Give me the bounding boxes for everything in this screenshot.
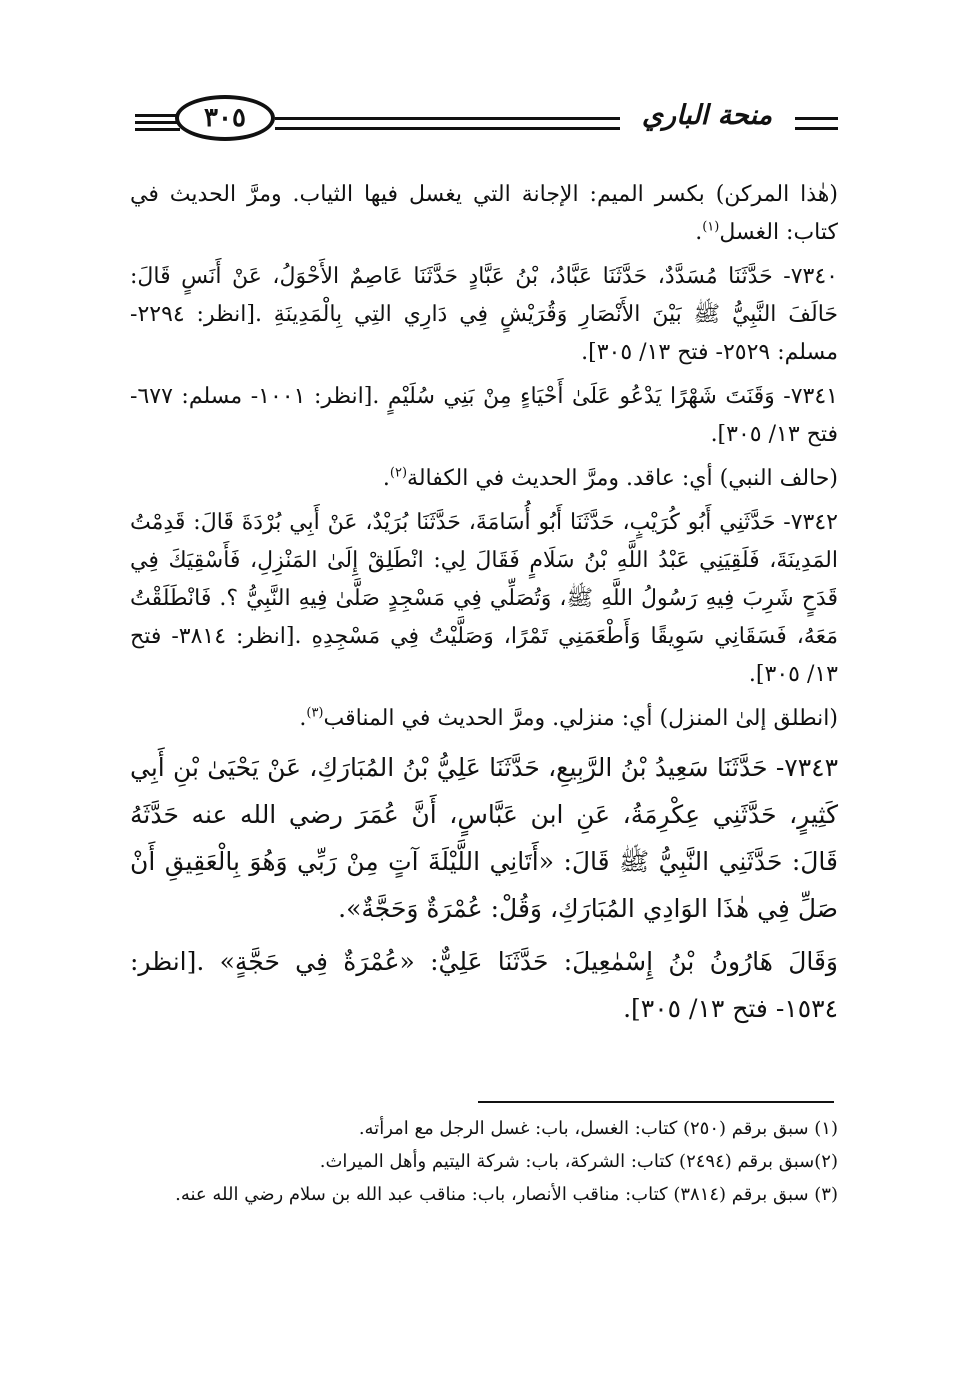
footnote-ref-3: (٣) [306,705,324,721]
header-rule-left-top [135,114,180,117]
main-text [130,176,838,1038]
header-rule-left-bottom [135,128,180,131]
hadith-7341: ٧٣٤١- وَقَنَتَ شَهْرًا يَدْعُو عَلَىٰ أَحْيَاءٍ مِنْ بَنِي سُلَيْمٍ .[انظر: ١٠٠١- مسلم: ٦٧٧- فتح ١٣/ ٣٠٥]. [130,384,838,447]
header-rule-right-bottom [795,127,838,130]
header-rule-middle-bottom [275,127,620,130]
footnote-2: (٢)سبق برقم (٢٤٩٤) كتاب: الشركة، باب: شركة اليتيم وأهل الميراث. [319,1151,838,1172]
footnotes [130,1112,838,1211]
paragraph-intaliq: (انطلق إلىٰ المنزل) أي: منزلي. ومرَّ الحديث في المناقب$^{(٣)}$. [299,705,838,731]
hadith-7340: ٧٣٤٠- حَدَّثَنَا مُسَدَّدٌ، حَدَّثَنَا عَبَّادُ، بْنُ عَبَّادٍ حَدَّثَنَا عَاصِمٌ الأَحْوَلُ، عَنْ أَنَسٍ قَالَ: حَالَفَ النَّبِيُّ ﷺ بَيْنَ الأَنْصَارِ وَقُرَيْشٍ فِي دَارِي التِي بِالْمَدِينَةِ .[انظر: ٢٢٩٤- مسلم: ٢٥٢٩- فتح ١٣/ ٣٠٥]. [130,264,838,365]
footnote-ref-1: (١) [702,219,720,235]
hadith-7343: ٧٣٤٣- حَدَّثَنَا سَعِيدُ بْنُ الرَّبِيعِ، حَدَّثَنَا عَلِيُّ بْنُ المُبَارَكِ، عَنْ يَحْيَىٰ بْنِ أَبِي كَثِيرٍ، حَدَّثَنِي عِكْرِمَةُ، عَنِ ابن عَبَّاسٍ، أَنَّ عُمَرَ رضي الله عنه حَدَّثَهُ قَالَ: حَدَّثَنِي النَّبِيُّ ﷺ قَالَ: «أَتَانِي اللَّيْلَةَ آتٍ مِنْ رَبِّي وَهُوَ بِالْعَقِيقِ أَنْ صَلِّ فِي هٰذَا الوَادِي المُبَارَكِ، وَقُلْ: عُمْرَةٌ وَحَجَّةٌ». [130,753,838,923]
page-number: ٣٠٥ [175,95,275,141]
footnote-separator [478,1101,834,1103]
footnote-1: (١) سبق برقم (٢٥٠) كتاب: الغسل، باب: غسل الرجل مع امرأته. [358,1118,838,1139]
header-rule-right-top [795,117,838,120]
book-title: منحة الباري [641,100,773,131]
footnote-ref-2: (٢) [389,465,408,481]
paragraph-harun: وَقَالَ هَارُونُ بْنُ إِسْمٰعِيلَ: حَدَّثَنَا عَلِيٌّ: «عُمْرَةٌ فِي حَجَّةٍ» .[انظر: ١٥٣٤- فتح ١٣/ ٣٠٥]. [130,947,838,1023]
footnote-3: (٣) سبق برقم (٣٨١٤) كتاب: مناقب الأنصار، باب: مناقب عبد الله بن سلام رضي الله عنه. [175,1184,838,1205]
header-rule-left-mid [135,121,180,124]
hadith-7342: ٧٣٤٢- حَدَّثَنِي أَبُو كُرَيْبٍ، حَدَّثَنَا أَبُو أُسَامَةَ، حَدَّثَنَا بُرَيْدٌ، عَنْ أَبِي بُرْدَةَ قَالَ: قَدِمْتُ المَدِينَةَ، فَلَقِيَنِي عَبْدُ اللَّهِ بْنُ سَلَامٍ فَقَالَ لِي: انْطَلِقْ إِلَىٰ المَنْزِلِ، فَأَسْقِيَكَ فِي قَدَحٍ شَرِبَ فِيهِ رَسُولُ اللَّهِ ﷺ، وَتُصَلِّي فِي مَسْجِدٍ صَلَّىٰ فِيهِ النَّبِيُّ ؟. فَانْطَلَقْتُ مَعَهُ، فَسَقَانِي سَوِيقًا وَأَطْعَمَنِي تَمْرًا، وَصَلَّيْتُ فِي مَسْجِدِهِ .[انظر: ٣٨١٤- فتح ١٣/ ٣٠٥]. [130,510,838,687]
paragraph-halaf: (حالف النبي) أي: عاقد. ومرَّ الحديث في الكفالة$^{(٢)}$. [382,465,838,491]
paragraph-markan: (هٰذا المركن) بكسر الميم: الإجانة التي يغسل فيها الثياب. ومرَّ الحديث في كتاب: الغسل$^{(١)}$. [130,182,838,245]
page-header [0,85,958,155]
header-rule-middle-top [275,117,620,120]
